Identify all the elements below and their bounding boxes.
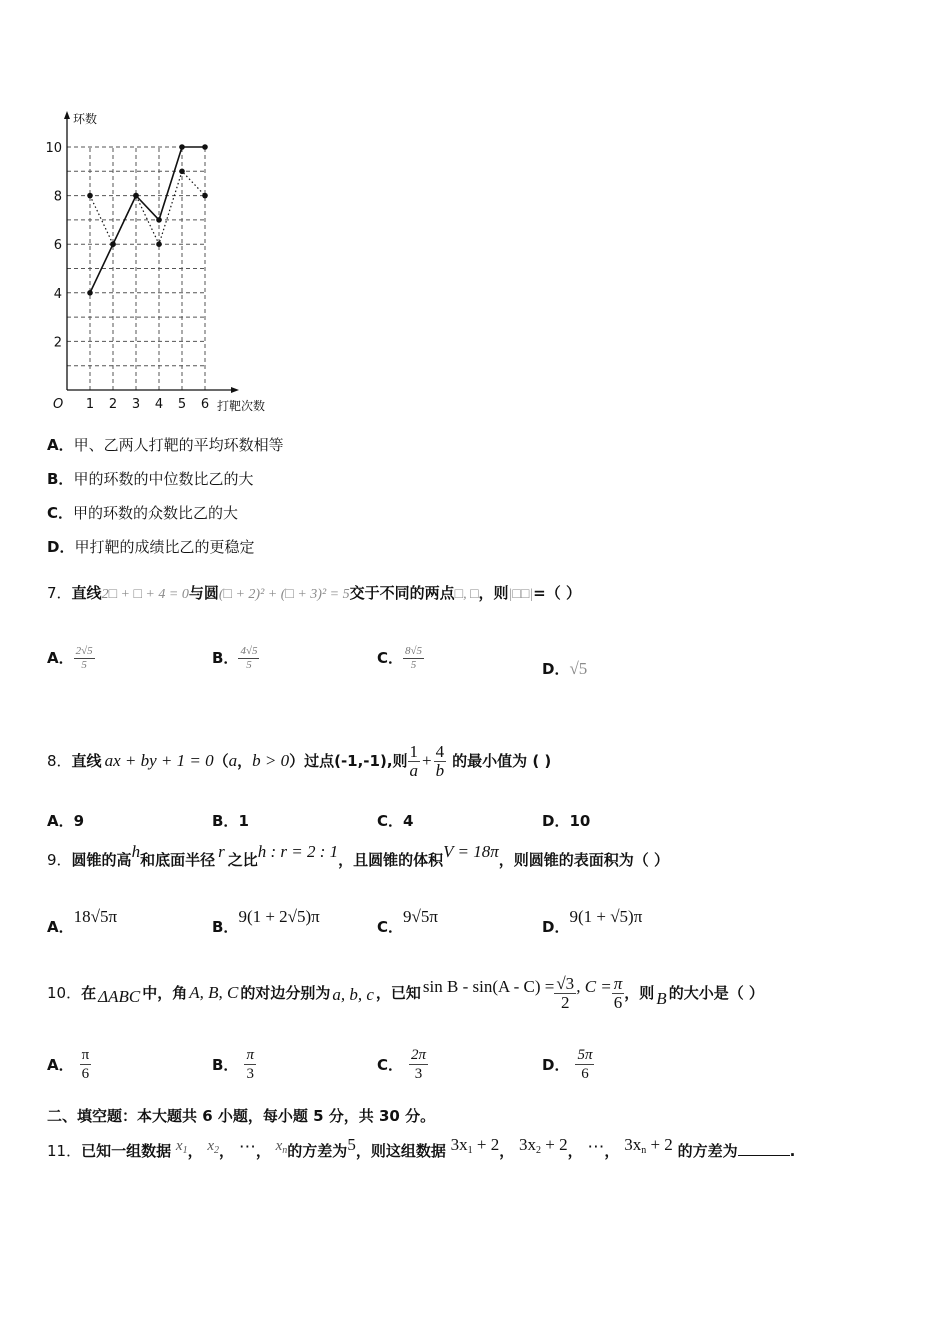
q10-stem bbox=[47, 965, 764, 1021]
q8-stem bbox=[47, 731, 551, 791]
q8-option-a bbox=[47, 811, 84, 831]
stem-text: ，则 bbox=[478, 584, 509, 602]
q9-stem bbox=[47, 842, 669, 870]
frac-numerator: 2√5 bbox=[75, 645, 93, 657]
option-label: D． bbox=[542, 1055, 570, 1074]
q7-option-a bbox=[47, 645, 95, 672]
comma: ， bbox=[255, 1142, 271, 1160]
stem-text: ， bbox=[237, 752, 253, 770]
q6-option-c bbox=[47, 503, 238, 523]
option-label: D． bbox=[542, 660, 570, 678]
frac-denominator: 6 bbox=[81, 1066, 90, 1082]
option-text: 甲的环数的中位数比乙的大 bbox=[73, 470, 254, 488]
x-tick-label: 6 bbox=[200, 397, 210, 412]
frac-denominator: 2 bbox=[561, 992, 570, 1012]
section-heading: 二、填空题：本大题共 6 小题，每小题 5 分，共 30 分。 bbox=[47, 1107, 436, 1125]
stem-text: 的方差为 bbox=[677, 1142, 738, 1160]
stem-text: ，则圆锥的表面积为（ ） bbox=[498, 851, 669, 869]
comma: ， bbox=[219, 1142, 235, 1160]
frac-numerator: 2π bbox=[411, 1047, 427, 1063]
option-label: D． bbox=[542, 812, 570, 830]
stem-text: 的方差为 bbox=[287, 1142, 348, 1160]
comma: ， bbox=[567, 1142, 583, 1160]
frac-denominator: 5 bbox=[81, 659, 87, 671]
option-value: 10 bbox=[569, 812, 591, 830]
stem-text: 已知一组数据 bbox=[81, 1142, 172, 1160]
x-tick-label: 2 bbox=[108, 397, 118, 412]
line-equation: ax + by + 1 = 0 bbox=[104, 751, 214, 770]
circle-equation: (□ + 2)² + (□ + 3)² = 5 bbox=[218, 587, 350, 602]
option-label: C． bbox=[377, 812, 404, 830]
expr-suffix: + 2 bbox=[646, 1135, 673, 1154]
expr-prefix: 3x bbox=[450, 1135, 468, 1154]
option-value: 9√5π bbox=[403, 907, 438, 926]
height-var: h bbox=[131, 842, 141, 861]
comma: ， bbox=[604, 1142, 620, 1160]
question-number: 10． bbox=[47, 984, 82, 1002]
option-label: B． bbox=[212, 812, 239, 830]
var-x: x bbox=[207, 1138, 215, 1154]
q9-option-c bbox=[377, 907, 438, 936]
y-axis-label: 环数 bbox=[73, 112, 98, 126]
chord-length-expr: |□□| bbox=[508, 587, 534, 602]
q10-option-b bbox=[212, 1046, 256, 1083]
frac-denominator: 6 bbox=[613, 992, 623, 1012]
data-point-solid bbox=[87, 290, 93, 296]
stem-text: 直线 bbox=[71, 752, 102, 770]
subscript: 2 bbox=[536, 1145, 541, 1156]
origin-label: O bbox=[53, 397, 64, 412]
data-point-dotted bbox=[133, 193, 139, 199]
angles: A, B, C bbox=[189, 983, 239, 1002]
stem-text: （ bbox=[213, 752, 229, 770]
stem-text: ，则 bbox=[624, 984, 655, 1002]
data-point-dotted bbox=[110, 241, 116, 247]
q7-option-d bbox=[542, 659, 587, 679]
stem-text: =（ ） bbox=[533, 584, 581, 602]
comma: ， bbox=[499, 1142, 515, 1160]
subscript: 1 bbox=[182, 1145, 188, 1156]
frac-numerator: 1 bbox=[409, 741, 419, 761]
data-point-dotted bbox=[202, 193, 208, 199]
stem-text: 与圆 bbox=[188, 584, 219, 602]
expr-suffix: + 2 bbox=[541, 1135, 568, 1154]
stem-text: 的大小是（ ） bbox=[668, 984, 764, 1002]
q7-stem bbox=[47, 583, 581, 605]
stem-text: ）过点(-1,-1),则 bbox=[289, 752, 408, 770]
data-point-dotted bbox=[156, 241, 162, 247]
option-label: B． bbox=[212, 918, 239, 936]
q6-option-d bbox=[47, 537, 254, 557]
q9-option-b bbox=[212, 907, 320, 936]
y-tick-label: 4 bbox=[53, 286, 62, 302]
option-value: 4 bbox=[403, 812, 414, 830]
x-tick-label: 5 bbox=[177, 397, 187, 412]
option-label: C． bbox=[377, 1055, 404, 1074]
frac-numerator: π bbox=[81, 1047, 90, 1063]
q9-option-d bbox=[542, 907, 643, 936]
stem-text: 圆锥的高 bbox=[71, 851, 132, 869]
data-point-solid bbox=[156, 217, 162, 223]
subscript: 1 bbox=[467, 1145, 473, 1156]
y-tick-label: 10 bbox=[45, 141, 62, 156]
frac-numerator: 4√5 bbox=[240, 645, 258, 657]
shooting-score-chart bbox=[40, 100, 290, 420]
data-point-solid bbox=[179, 144, 185, 150]
stem-text: . bbox=[789, 1142, 796, 1160]
q7-option-b bbox=[212, 645, 259, 672]
angle-c-expr: , C = bbox=[576, 977, 612, 996]
option-label: C． bbox=[47, 504, 74, 522]
option-label: A． bbox=[47, 1055, 74, 1074]
option-value: 1 bbox=[238, 812, 249, 830]
equation-left: sin B - sin(A - C) = bbox=[422, 977, 555, 996]
stem-text: ，则这组数据 bbox=[355, 1142, 446, 1160]
option-value: √5 bbox=[569, 659, 588, 678]
option-label: A． bbox=[47, 649, 74, 667]
option-label: D． bbox=[542, 918, 570, 936]
q8-option-d bbox=[542, 811, 590, 831]
stem-text: 和底面半径 bbox=[140, 851, 216, 869]
x-axis-arrow bbox=[231, 387, 239, 393]
question-number: 7． bbox=[47, 584, 72, 602]
q8-option-b bbox=[212, 811, 249, 831]
comma: ， bbox=[187, 1142, 203, 1160]
x-tick-label: 3 bbox=[131, 397, 141, 412]
question-number: 8． bbox=[47, 752, 72, 770]
y-tick-label: 6 bbox=[53, 238, 62, 254]
q8-option-c bbox=[377, 811, 413, 831]
cond-a: a bbox=[228, 751, 238, 770]
q6-option-a bbox=[47, 435, 284, 455]
intersection-points: □, □ bbox=[454, 587, 479, 602]
plus-sign: + bbox=[422, 751, 432, 770]
stem-text: ，且圆锥的体积 bbox=[338, 851, 444, 869]
option-label: B． bbox=[212, 1055, 239, 1074]
ratio-expr: h : r = 2 : 1 bbox=[257, 842, 339, 861]
q11-stem bbox=[47, 1135, 796, 1167]
frac-denominator: a bbox=[409, 760, 419, 780]
variance-value: 5 bbox=[347, 1135, 356, 1154]
frac-numerator: π bbox=[613, 973, 623, 993]
frac-denominator: 3 bbox=[246, 1066, 254, 1082]
sides: a, b, c bbox=[332, 985, 374, 1004]
x-tick-label: 1 bbox=[85, 397, 95, 412]
stem-text: 之比 bbox=[227, 851, 258, 869]
line-equation: 2□ + □ + 4 = 0 bbox=[101, 587, 189, 602]
option-label: B． bbox=[212, 649, 239, 667]
stem-text: 中，角 bbox=[142, 984, 188, 1002]
option-text: 甲、乙两人打靶的平均环数相等 bbox=[73, 436, 284, 454]
var-x: x bbox=[275, 1138, 283, 1154]
data-point-solid bbox=[202, 144, 208, 150]
frac-denominator: 5 bbox=[410, 659, 417, 671]
option-value: 18√5π bbox=[73, 907, 118, 926]
option-label: B． bbox=[47, 470, 74, 488]
option-label: D． bbox=[47, 538, 75, 556]
q7-option-c bbox=[377, 645, 424, 672]
option-label: C． bbox=[377, 649, 404, 667]
option-label: A． bbox=[47, 436, 74, 454]
q10-option-a bbox=[47, 1046, 91, 1083]
frac-numerator: 8√5 bbox=[405, 645, 423, 657]
expr-prefix: 3x bbox=[519, 1135, 536, 1154]
stem-text: 的最小值为 ( ) bbox=[452, 752, 552, 770]
frac-numerator: √3 bbox=[556, 973, 575, 993]
subscript: 2 bbox=[214, 1145, 220, 1156]
option-label: C． bbox=[377, 918, 404, 936]
data-point-dotted bbox=[87, 193, 93, 199]
frac-numerator: 4 bbox=[435, 741, 445, 761]
option-label: A． bbox=[47, 812, 74, 830]
y-tick-label: 2 bbox=[53, 335, 62, 351]
stem-text: 在 bbox=[81, 984, 97, 1002]
expr-suffix: + 2 bbox=[472, 1135, 500, 1154]
cond-b: b > 0 bbox=[252, 751, 290, 770]
x-axis-label: 打靶次数 bbox=[217, 399, 266, 413]
frac-denominator: 3 bbox=[414, 1066, 423, 1082]
question-number: 9． bbox=[47, 851, 72, 869]
answer-blank[interactable] bbox=[738, 1141, 790, 1156]
expr-prefix: 3x bbox=[624, 1135, 642, 1154]
stem-text: 的对边分别为 bbox=[240, 984, 331, 1002]
triangle-name: ΔABC bbox=[98, 987, 141, 1006]
option-value: 9 bbox=[73, 812, 85, 830]
subscript: n bbox=[282, 1145, 288, 1156]
option-label: A． bbox=[47, 918, 74, 936]
stem-text: 交于不同的两点 bbox=[349, 584, 455, 602]
var-x: x bbox=[175, 1138, 183, 1154]
question-number: 11． bbox=[47, 1142, 82, 1160]
option-text: 甲打靶的成绩比乙的更稳定 bbox=[74, 538, 255, 556]
frac-numerator: π bbox=[246, 1047, 254, 1063]
subscript: n bbox=[641, 1145, 647, 1156]
x-tick-label: 4 bbox=[154, 397, 164, 412]
frac-denominator: 5 bbox=[246, 659, 252, 671]
option-value: 9(1 + √5)π bbox=[569, 907, 643, 926]
option-value: 9(1 + 2√5)π bbox=[238, 907, 320, 926]
ellipsis: ⋯ bbox=[587, 1137, 605, 1156]
y-tick-label: 8 bbox=[53, 189, 62, 205]
q10-option-d bbox=[542, 1046, 594, 1083]
radius-var: r bbox=[218, 842, 225, 861]
y-axis-arrow bbox=[64, 111, 70, 119]
option-text: 甲的环数的众数比乙的大 bbox=[73, 504, 239, 522]
stem-text: 直线 bbox=[71, 584, 102, 602]
q6-option-b bbox=[47, 469, 253, 489]
stem-text: ，已知 bbox=[375, 984, 421, 1002]
frac-numerator: 5π bbox=[577, 1047, 593, 1063]
frac-denominator: 6 bbox=[581, 1066, 589, 1082]
ellipsis: ⋯ bbox=[238, 1137, 256, 1156]
data-point-dotted bbox=[179, 169, 185, 175]
q10-option-c bbox=[377, 1046, 428, 1083]
volume-expr: V = 18π bbox=[443, 842, 499, 861]
frac-denominator: b bbox=[435, 760, 445, 780]
angle-b: B bbox=[656, 989, 667, 1008]
q9-option-a bbox=[47, 907, 118, 936]
